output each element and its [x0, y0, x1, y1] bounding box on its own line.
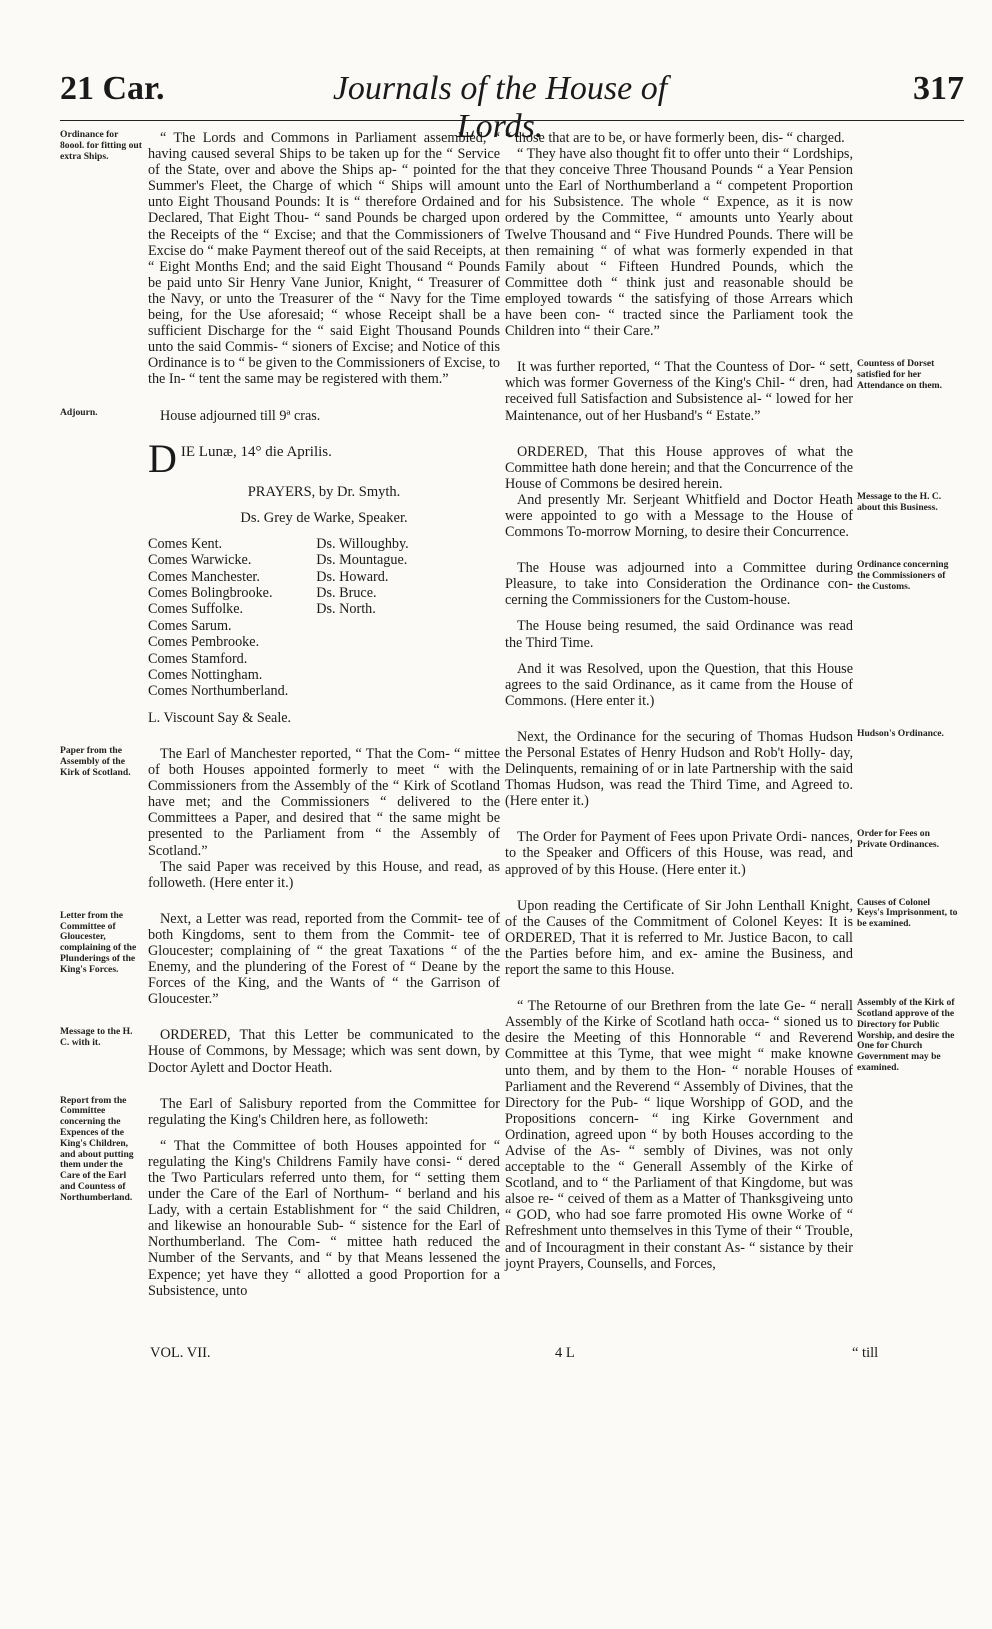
entry-countess-dorset: [505, 359, 963, 423]
margin-note: Adjourn.: [60, 406, 98, 418]
attendee: Comes Pembrooke.: [148, 634, 260, 651]
paragraph: It was further reported, “ That the Countess of Dor- “ sett, which was former Governess of the King's Chil- “ dren, had received full Satisfaction and Subsistence al- “ lowed for her Maintenance, out of her Husband's “ Estate.”: [505, 359, 853, 424]
attendee: Ds. Mountague.: [316, 552, 408, 569]
paragraph: The Order for Payment of Fees upon Private Ordi- nances, to the Speaker and Officers of this House, was read, and approved of by this House. (Here enter it.): [505, 829, 853, 878]
signature-mark: 4 L: [555, 1345, 575, 1361]
margin-note: Order for Fees on Private Ordinances.: [857, 828, 940, 851]
margin-note: Report from the Committee concerning the Expences of the King's Children, and about putting them under the Care of the Earl and Countess of Northumberland.: [60, 1094, 134, 1203]
entry-message-hc: [60, 1027, 500, 1075]
entry-ordered-approves: [505, 444, 963, 492]
attendee: Comes Manchester.: [148, 568, 260, 585]
margin-note: Causes of Colonel Keys's Imprisonment, to be examined.: [857, 896, 958, 930]
paragraph: The Earl of Manchester reported, “ That the Com- “ mittee of both Houses appointed formerly to meet “ with the Commissioners from the Assembly of the “ Kirk of Scotland have met; and the Commissioners “ delivered to the Committees a Paper, and desired that “ the same might be presented to the Parliament from “ the Assembly of Scotland.”: [148, 745, 500, 859]
paragraph: “ They have also thought fit to offer unto their “ Lordships, that they conceive Three Thousand Pounds “ a Year Pension unto the Earl of Northumberland a “ competent Proportion for his Subsistence. The whole “ Expence, as it is now ordered by the Committee, “ amounts unto Yearly about Twelve Thousand and “ Five Hundred Pounds. There will be then remaining “ of what was formerly expended in that Family about “ Fifteen Hundred Pounds, which the Committee doth “ think just and reasonable should be employed towards “ the satisfying of those Arrears which have been con- “ tracted since the Parliament took the Children into “ their Care.”: [505, 146, 853, 340]
entry-hudson-ordinance: [505, 729, 963, 809]
left-column: [60, 130, 500, 1299]
running-title: Journals of the House of Lords.: [332, 70, 668, 145]
paragraph: House adjourned till 9ª cras.: [160, 407, 321, 424]
entry-kings-children: [60, 1096, 500, 1299]
margin-note: Countess of Dorset satisfied for her Attendance on them.: [857, 358, 943, 391]
paragraph: “ That the Committee of both Houses appointed for “ regulating the King's Childrens Family have consi- “ dered the Two Particulars referred unto them, for “ setting them under the Care of the Earl of Northum- “ berland and his Lady, with a certain Establishment for “ the said Children, and likewise an honourable Sub- “ sistence for the Earl of Northumberland. The Com- “ mittee hath reduced the Number of the Servants, and “ by that Means lessened the Expence; yet have they “ allotted a good Proportion for a Subsistence, unto: [148, 1137, 500, 1299]
attendee: Ds. Willoughby.: [316, 535, 409, 552]
entry-adjourn: [60, 408, 500, 424]
attendee: Comes Kent.: [148, 535, 223, 552]
attendee: Ds. North.: [316, 601, 376, 618]
attendee: Comes Sarum.: [148, 617, 232, 634]
entry-customs-ordinance: [505, 560, 963, 709]
margin-note: Paper from the Assembly of the Kirk of Scotland.: [60, 744, 131, 778]
margin-note: Hudson's Ordinance.: [857, 727, 944, 739]
attendee: Comes Suffolke.: [148, 601, 244, 618]
paragraph: The said Paper was received by this House, and read, as followeth. (Here enter it.): [148, 858, 500, 891]
paragraph: Next, the Ordinance for the securing of Thomas Hudson the Personal Estates of Henry Hudson and Rob't Holly- day, Delinquents, remaining of or in late Partnership with the said Thomas Hudson, was read the Third Time, and Agreed to. (Here enter it.): [505, 728, 853, 810]
right-column: [505, 130, 963, 1272]
entry-message-business: [505, 492, 963, 540]
entry-colonel-keyes: [505, 898, 963, 978]
dateline-text: IE Lunæ, 14° die Aprilis.: [180, 443, 332, 460]
paragraph: “ those that are to be, or have formerly been, dis- “ charged.: [505, 130, 845, 146]
attendee: Ds. Bruce.: [316, 585, 377, 601]
attendee: Comes Stamford.: [148, 650, 248, 667]
margin-note: Ordinance for 8oool. for fitting out extra Ships.: [60, 129, 142, 162]
margin-note: Message to the H. C. with it.: [60, 1026, 133, 1049]
paragraph: “ The Retourne of our Brethren from the late Ge- “ nerall Assembly of the Kirke of Scotland hath occa- “ sioned us to desire the Meeting of this Honnorable “ and Reverend Committee at this Tyme, that wee might “ make knowne unto them, and by them to the Hon- “ norable Houses of Parliament and the Reverend “ Assembly of Divines, that the Directory for the Pub- “ lique Worshipp of GOD, and the Propositions concern- “ ing Kirke Government and Ordination, agreed upon “ by both Houses according to the Advise of the As- “ sembly of Divines, was not only acceptable to the “ Generall Assembly of the Kirke of Scotland, and to “ the Parliament of that Kingdome, but was alsoe re- “ ceived of them as a Matter of Thanksgiveing unto “ GOD, who had soe farre promoted His owne Worke of “ Refreshment unto themselves in this Tyme of their “ Trouble, and of Incouragment in their constant As- “ sistance by their joynt Prayers, Counsells, and Forces,: [505, 998, 853, 1272]
entry-kirk-paper: [60, 746, 500, 891]
paragraph: Upon reading the Certificate of Sir John Lenthall Knight, of the Causes of the Commitment of Colonel Keyes: It is ORDERED, That it is referred to Mr. Justice Bacon, to call the Parties before him, and ex- amine the Business, and report the same to this House.: [505, 897, 853, 979]
paragraph: ORDERED, That this House approves of what the Committee hath done herein; and that the Concurrence of the House of Commons be desired herein.: [505, 443, 853, 492]
attendee: Comes Nottingham.: [148, 667, 263, 684]
paragraph: ORDERED, That this Letter be communicated to the House of Commons, by Message; which was sent down, by Doctor Aylett and Doctor Heath.: [148, 1027, 500, 1076]
domini-list: [316, 536, 408, 700]
paragraph: “ The Lords and Commons in Parliament assembled, “ having caused several Ships to be taken up for the “ Service of the State, over and above the Ships ap- “ pointed for the Summer's Fleet, the Charge of which “ Ships will amount unto Eight Thousand Pounds: It is “ therefore Ordained and Declared, That Eight Thou- “ sand Pounds be charged upon the Receipts of the “ Excise; and that the Commissioners of Excise do “ make Payment thereof out of the said Receipts, at “ Eight Months End; and the said Eight Thousand “ Pounds be paid unto Sir Henry Vane Junior, Knight, “ Treasurer of the Navy, or unto the Treasurer of the “ Navy for the Time being, for the Use aforesaid; “ whose Receipt shall be a sufficient Discharge for the “ said Eight Thousand Pounds unto the said Commis- “ sioners of Excise; and Notice of this Ordinance is to “ be given to the Commissioners of Excise, to the In- “ tent the same may be registered with them.”: [148, 130, 500, 388]
comes-list: [148, 536, 288, 700]
margin-note: Ordinance concerning the Commissioners of the Customs.: [857, 559, 949, 592]
paragraph: Next, a Letter was read, reported from the Commit- tee of both Kingdoms, sent to them from the Commit- tee of Gloucester; complaining of “ the great Taxations “ of the Enemy, and the plundering of the Forest of “ Deane by the Forces of the King, and the Wants of “ the Garrison of Gloucester.”: [148, 910, 500, 1008]
margin-note: Message to the H. C. about this Business.: [857, 490, 942, 513]
margin-note: Assembly of the Kirk of Scotland approve of the Directory for Public Worship, and desire the One for Church Government may be examined.: [857, 997, 955, 1073]
drop-cap: D: [148, 435, 177, 481]
entry-gloucester-letter: [60, 911, 500, 1008]
paragraph: The Earl of Salisbury reported from the Committee for regulating the King's Children here, as followeth:: [148, 1095, 500, 1128]
margin-note: Letter from the Committee of Gloucester, complaining of the Plunderings of the King's Forces.: [60, 909, 137, 975]
volume-mark: VOL. VII.: [150, 1345, 211, 1361]
paragraph: And it was Resolved, upon the Question, that this House agrees to the said Ordinance, as it came from the House of Commons. (Here enter it.): [505, 660, 853, 709]
speaker-line: Ds. Grey de Warke, Speaker.: [240, 509, 408, 526]
viscount-line: L. Viscount Say & Seale.: [148, 709, 292, 726]
entry-ordinance-ships: [60, 130, 500, 388]
attendee: Comes Warwicke.: [148, 552, 252, 569]
paragraph: And presently Mr. Serjeant Whitfield and Doctor Heath were appointed to go with a Message to the House of Commons To-morrow Morning, to desire their Concurrence.: [505, 491, 853, 541]
session-dateline: [148, 435, 500, 481]
attendee: Comes Northumberland.: [148, 683, 289, 700]
entry-children-continued: [505, 130, 963, 339]
attendee: Ds. Howard.: [316, 568, 389, 585]
regnal-year: 21 Car.: [60, 70, 165, 107]
attendee: Comes Bolingbrooke.: [148, 585, 273, 601]
catchword: “ till: [852, 1345, 879, 1361]
paragraph: The House being resumed, the said Ordinance was read the Third Time.: [505, 618, 853, 651]
prayers-line: PRAYERS, by Dr. Smyth.: [247, 483, 401, 500]
entry-kirk-directory: [505, 998, 963, 1272]
paragraph: The House was adjourned into a Committee during Pleasure, to take into Consideration the Ordinance con- cerning the Commissioners for the Custom-house.: [505, 560, 853, 609]
entry-fees-order: [505, 829, 963, 877]
header-rule: [60, 120, 964, 121]
page-number: 317: [913, 70, 964, 107]
attendance-list: [148, 536, 500, 700]
